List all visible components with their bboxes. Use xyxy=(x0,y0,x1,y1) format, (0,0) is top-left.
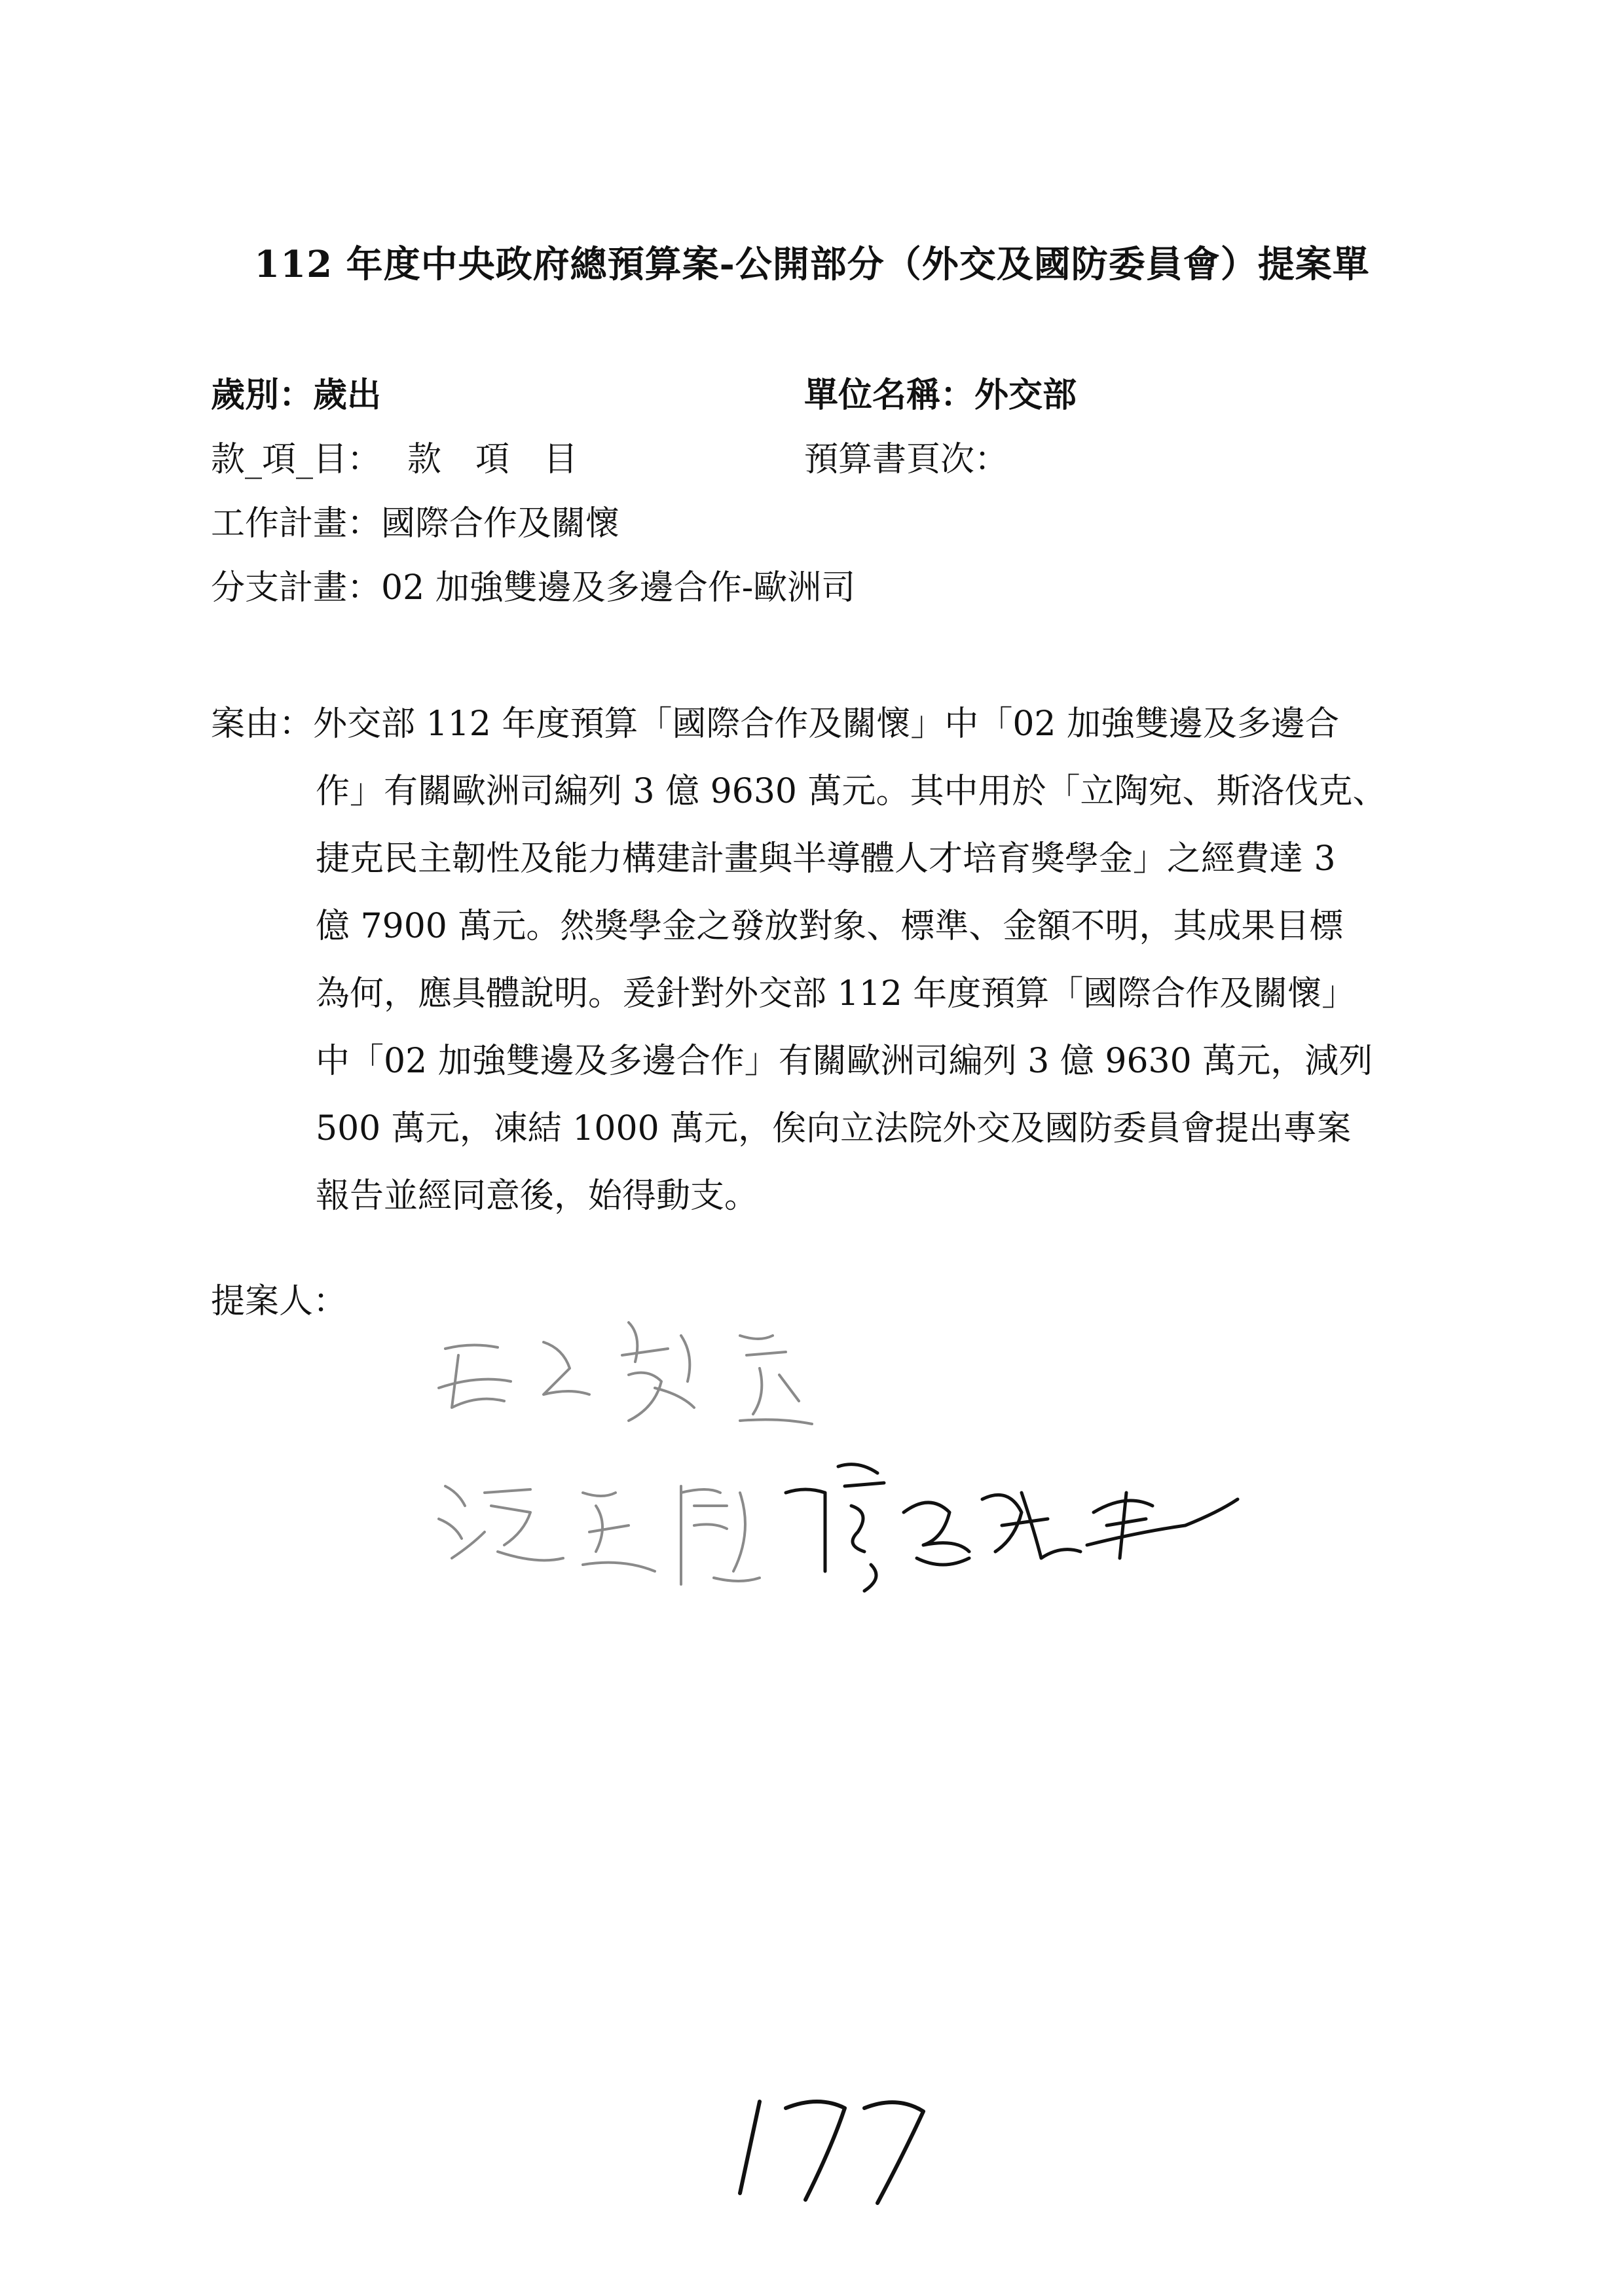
page-field xyxy=(804,440,1009,479)
case-text: 外交部 112 年度預算「國際合作及關懷」中「02 加強雙邊及多邊合 xyxy=(313,704,1340,744)
unit-value: 外交部 xyxy=(974,375,1077,415)
signature-3 xyxy=(786,1465,1238,1591)
category-value: 歲出 xyxy=(313,375,382,415)
signature-1 xyxy=(439,1322,812,1424)
case-line: 500 萬元，凍結 1000 萬元，俟向立法院外交及國防委員會提出專案 xyxy=(316,1109,1352,1148)
case-line xyxy=(211,691,1455,758)
colon: ： xyxy=(974,440,1009,479)
handwritten-signatures xyxy=(432,1296,1349,1689)
case-line: 報告並經同意後，始得動支。 xyxy=(316,1176,759,1216)
case-line: 捷克民主韌性及能力構建計畫與半導體人才培育獎學金」之經費達 3 xyxy=(316,839,1336,879)
category-field xyxy=(211,375,382,415)
colon: ： xyxy=(279,375,314,415)
program-label: 工作計畫 xyxy=(211,504,348,543)
subprogram-label: 分支計畫 xyxy=(211,568,348,608)
case-label: 案由 xyxy=(211,704,280,744)
colon: ： xyxy=(347,568,382,608)
subprogram-value: 02 加強雙邊及多邊合作-歐洲司 xyxy=(381,568,856,608)
page-label: 預算書頁次 xyxy=(804,440,975,479)
program-value: 國際合作及關懷 xyxy=(381,504,620,543)
case-line: 作」有關歐洲司編列 3 億 9630 萬元。其中用於「立陶宛、斯洛伐克、 xyxy=(316,772,1387,811)
item-field xyxy=(211,440,578,479)
colon: ： xyxy=(313,1282,348,1321)
unit-field xyxy=(804,375,1077,415)
colon: ： xyxy=(940,375,975,415)
subprogram-field xyxy=(211,568,856,608)
case-line: 中「02 加強雙邊及多邊合作」有關歐洲司編列 3 億 9630 萬元，減列 xyxy=(316,1042,1373,1081)
handwritten-page-number xyxy=(733,2082,943,2213)
program-field xyxy=(211,504,620,543)
proposer-label: 提案人 xyxy=(211,1282,314,1321)
item-label: 款_項_目 xyxy=(211,440,348,479)
colon: ： xyxy=(347,440,382,479)
page-title: 112 年度中央政府總預算案-公開部分（外交及國防委員會）提案單 xyxy=(254,243,1370,286)
colon: ： xyxy=(279,704,314,744)
signature-2 xyxy=(439,1486,760,1584)
colon: ： xyxy=(347,504,382,543)
proposer-field xyxy=(211,1273,347,1322)
unit-label: 單位名稱 xyxy=(804,375,941,415)
case-line: 為何，應具體說明。爰針對外交部 112 年度預算「國際合作及關懷」 xyxy=(316,974,1356,1013)
case-line: 億 7900 萬元。然獎學金之發放對象、標準、金額不明，其成果目標 xyxy=(316,907,1344,946)
case-section xyxy=(211,691,1455,1230)
category-label: 歲別 xyxy=(211,375,280,415)
item-value: 款 項 目 xyxy=(407,440,578,479)
